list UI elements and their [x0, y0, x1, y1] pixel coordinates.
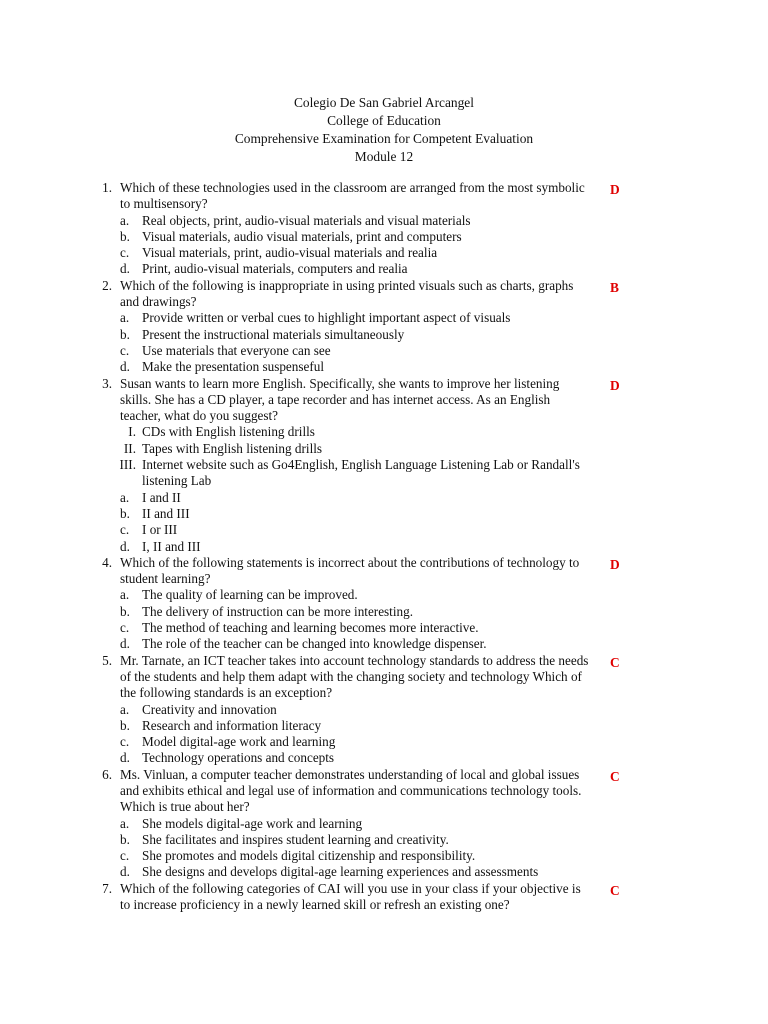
option-text: She promotes and models digital citizenship and responsibility. — [142, 848, 476, 864]
option-text: Technology operations and concepts — [142, 750, 335, 766]
answer-option — [0, 522, 768, 538]
option-label: c. — [120, 342, 130, 358]
roman-text: Tapes with English listening drills — [142, 440, 323, 456]
answer-option — [0, 213, 768, 229]
answer-option — [0, 718, 768, 734]
option-label: d. — [120, 538, 130, 554]
answer-option — [0, 587, 768, 603]
question-item — [0, 376, 768, 555]
option-text: Print, audio-visual materials, computers and realia — [142, 261, 408, 277]
option-label: c. — [120, 734, 130, 750]
answer-option — [0, 229, 768, 245]
option-text: I or III — [142, 522, 178, 538]
option-text: She facilitates and inspires student learning and creativity. — [142, 831, 449, 847]
question-number: 7. — [102, 880, 112, 896]
school-name: Colegio De San Gabriel Arcangel — [294, 95, 474, 110]
answer-option — [0, 604, 768, 620]
answer-key: C — [610, 654, 620, 670]
question-item — [0, 881, 768, 914]
question-list — [0, 180, 768, 913]
answer-option — [0, 734, 768, 750]
document-header — [0, 94, 768, 166]
option-text: Research and information literacy — [142, 717, 322, 733]
option-label: c. — [120, 522, 130, 538]
answer-option — [0, 848, 768, 864]
answer-option — [0, 490, 768, 506]
option-label: a. — [120, 489, 130, 505]
answer-option — [0, 245, 768, 261]
exam-title: Comprehensive Examination for Competent Evaluation — [234, 131, 534, 146]
answer-option — [0, 636, 768, 652]
option-text: Visual materials, print, audio-visual materials and realia — [142, 245, 438, 261]
answer-option — [0, 620, 768, 636]
option-text: The quality of learning can be improved. — [142, 587, 358, 603]
question-text: Which of the following statements is incorrect about the contributions of technology to student learning? — [120, 554, 580, 587]
answer-key: B — [610, 279, 619, 295]
answer-option — [0, 816, 768, 832]
option-label: a. — [120, 587, 130, 603]
answer-option — [0, 750, 768, 766]
option-label: d. — [120, 636, 130, 652]
answer-option — [0, 310, 768, 326]
answer-option — [0, 261, 768, 277]
option-label: d. — [120, 261, 130, 277]
option-text: Provide written or verbal cues to highlight important aspect of visuals — [142, 310, 511, 326]
answer-option — [0, 864, 768, 880]
question-text: Which of these technologies used in the classroom are arranged from the most symbolic to multisensory? — [120, 180, 585, 212]
question-text: Mr. Tarnate, an ICT teacher takes into account technology standards to address the needs of the students and help them adapt with the changing society and technology Which of the following standards is an exception? — [120, 652, 589, 701]
answer-option — [0, 327, 768, 343]
option-text: Creativity and innovation — [142, 701, 277, 717]
question-item — [0, 555, 768, 653]
question-number: 2. — [102, 277, 112, 293]
option-label: d. — [120, 359, 130, 375]
option-label: b. — [120, 505, 130, 521]
option-label: b. — [120, 228, 130, 244]
option-label: b. — [120, 603, 130, 619]
question-number: 3. — [102, 375, 112, 391]
option-text: She designs and develops digital-age learning experiences and assessments — [142, 864, 539, 880]
question-text: Ms. Vinluan, a computer teacher demonstrates understanding of local and global issues and exhibits ethical and legal use of information and communications technology tools. Which is true about her? — [120, 766, 582, 815]
college-name: College of Education — [327, 113, 441, 128]
roman-label: I. — [128, 424, 136, 440]
option-label: a. — [120, 212, 130, 228]
roman-text: CDs with English listening drills — [142, 424, 315, 440]
answer-option — [0, 832, 768, 848]
option-label: d. — [120, 750, 130, 766]
roman-item — [0, 441, 768, 457]
question-item — [0, 278, 768, 376]
option-label: c. — [120, 620, 130, 636]
option-text: The method of teaching and learning becomes more interactive. — [142, 620, 479, 636]
question-number: 5. — [102, 652, 112, 668]
option-text: She models digital-age work and learning — [142, 815, 363, 831]
question-number: 1. — [102, 180, 112, 195]
answer-key: C — [610, 882, 620, 898]
option-text: II and III — [142, 505, 190, 521]
option-label: a. — [120, 701, 130, 717]
option-label: a. — [120, 815, 130, 831]
answer-key: D — [610, 377, 620, 393]
roman-text: Internet website such as Go4English, English Language Listening Lab or Randall's listening Lab — [142, 457, 580, 489]
answer-key: C — [610, 768, 620, 784]
option-label: a. — [120, 310, 130, 326]
question-text: Which of the following categories of CAI will you use in your class if your objective is to increase proficiency in a newly learned skill or refresh an existing one? — [120, 880, 581, 913]
option-label: b. — [120, 326, 130, 342]
option-label: b. — [120, 717, 130, 733]
question-item — [0, 180, 768, 278]
answer-option — [0, 702, 768, 718]
roman-item — [0, 457, 768, 490]
question-text: Susan wants to learn more English. Specifically, she wants to improve her listening skills. She has a CD player, a tape recorder and has internet access. As an English teacher, what do you suggest? — [120, 375, 560, 424]
option-label: d. — [120, 864, 130, 880]
question-number: 4. — [102, 554, 112, 570]
roman-item — [0, 424, 768, 440]
answer-option — [0, 539, 768, 555]
module-label: Module 12 — [354, 149, 414, 164]
option-text: The delivery of instruction can be more interesting. — [142, 603, 413, 619]
answer-option — [0, 343, 768, 359]
answer-option — [0, 506, 768, 522]
option-text: Make the presentation suspenseful — [142, 359, 325, 375]
option-text: I, II and III — [142, 538, 201, 554]
option-text: Real objects, print, audio-visual materials and visual materials — [142, 212, 471, 228]
option-text: Visual materials, audio visual materials, print and computers — [142, 228, 462, 244]
question-item — [0, 653, 768, 767]
option-text: Model digital-age work and learning — [142, 734, 336, 750]
option-label: b. — [120, 831, 130, 847]
option-text: The role of the teacher can be changed into knowledge dispenser. — [142, 636, 487, 652]
question-text: Which of the following is inappropriate in using printed visuals such as charts, graphs and drawings? — [120, 277, 574, 310]
answer-option — [0, 359, 768, 375]
roman-label: II. — [123, 440, 136, 456]
option-text: Use materials that everyone can see — [142, 342, 331, 358]
option-label: c. — [120, 848, 130, 864]
option-text: I and II — [142, 489, 181, 505]
answer-key: D — [610, 556, 620, 572]
answer-key: D — [610, 182, 620, 197]
roman-label: III. — [119, 457, 136, 473]
option-text: Present the instructional materials simultaneously — [142, 326, 405, 342]
question-item — [0, 767, 768, 881]
question-number: 6. — [102, 766, 112, 782]
option-label: c. — [120, 245, 130, 261]
